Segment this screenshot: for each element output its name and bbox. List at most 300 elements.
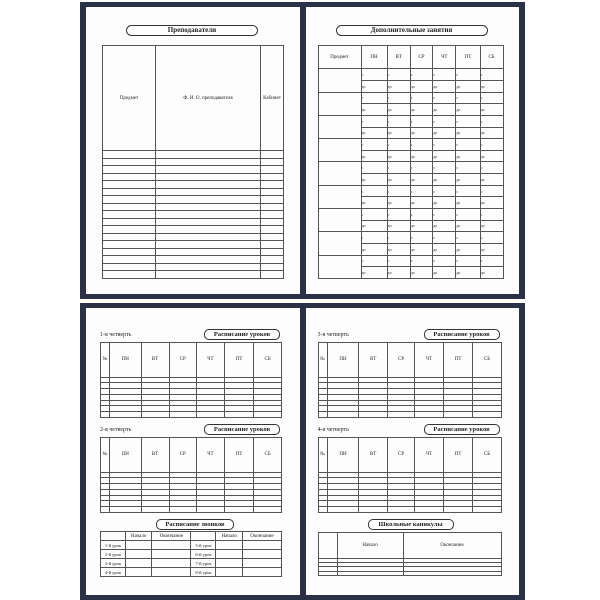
time-cell	[480, 139, 503, 151]
table-cell	[261, 271, 284, 279]
table-cell	[156, 158, 261, 166]
time-cell	[361, 127, 387, 139]
day-header: СБ	[254, 343, 282, 378]
table-cell	[156, 188, 261, 196]
header-row	[101, 438, 282, 473]
time-cell	[361, 267, 387, 279]
table-cell	[156, 181, 261, 189]
time-cell	[433, 197, 456, 209]
time-cell	[433, 267, 456, 279]
table-cell	[196, 507, 224, 513]
table-cell	[254, 507, 282, 513]
table-row	[318, 507, 501, 513]
day-header: СБ	[473, 343, 501, 378]
to-label: до	[361, 246, 366, 252]
bells-start-header-2: Начало	[216, 532, 242, 541]
time-cell	[361, 220, 387, 232]
table-cell	[156, 166, 261, 174]
to-label: до	[456, 107, 461, 113]
col-mon: ПН	[361, 46, 387, 69]
to-label: до	[410, 130, 415, 136]
from-label: с	[456, 188, 459, 194]
time-cell	[361, 69, 387, 81]
lesson-label: 4-й урок	[101, 568, 126, 577]
to-label: до	[433, 200, 438, 206]
time-cell	[456, 115, 480, 127]
table-cell	[224, 507, 253, 513]
lesson-label: 7-й урок	[191, 559, 216, 568]
time-cell	[456, 267, 480, 279]
table-row	[318, 232, 503, 244]
table-cell	[103, 241, 156, 249]
from-label: с	[456, 72, 459, 78]
table-row	[103, 188, 284, 196]
to-label: до	[456, 83, 461, 89]
lesson-label: 1-й урок	[101, 541, 126, 550]
table-cell	[224, 412, 253, 418]
table-cell	[216, 541, 242, 550]
day-header: №	[101, 438, 110, 473]
time-cell	[433, 174, 456, 186]
to-label: до	[433, 246, 438, 252]
table-cell	[261, 256, 284, 264]
table-cell	[152, 550, 191, 559]
col-wed: СР	[410, 46, 433, 69]
table-cell	[261, 173, 284, 181]
table-cell	[126, 559, 152, 568]
from-label: с	[480, 165, 483, 171]
table-cell	[261, 196, 284, 204]
table-cell	[156, 211, 261, 219]
table-cell	[242, 559, 281, 568]
from-label: с	[387, 235, 390, 241]
to-label: до	[387, 130, 392, 136]
table-cell	[156, 248, 261, 256]
to-label: до	[410, 200, 415, 206]
from-label: с	[410, 165, 413, 171]
table-cell	[261, 211, 284, 219]
time-cell	[361, 80, 387, 92]
time-cell	[361, 208, 387, 220]
table-row	[103, 263, 284, 271]
time-cell	[361, 255, 387, 267]
from-label: с	[361, 165, 364, 171]
time-cell	[456, 104, 480, 116]
table-cell	[156, 173, 261, 181]
to-label: до	[480, 200, 485, 206]
to-label: до	[480, 223, 485, 229]
table-cell	[152, 568, 191, 577]
time-cell	[456, 150, 480, 162]
table-cell	[359, 412, 387, 418]
table-cell	[103, 166, 156, 174]
time-cell	[433, 185, 459, 197]
table-row	[101, 550, 282, 559]
from-label: с	[433, 141, 436, 147]
time-cell	[480, 243, 503, 255]
time-cell	[387, 232, 410, 244]
to-label: до	[433, 270, 438, 276]
day-header: ЧТ	[415, 343, 443, 378]
day-header: ЧТ	[196, 343, 224, 378]
table-cell	[261, 203, 284, 211]
to-label: до	[480, 153, 485, 159]
time-cell	[480, 162, 503, 174]
to-label: до	[361, 200, 366, 206]
time-cell	[456, 232, 480, 244]
time-cell	[480, 69, 503, 81]
table-row	[103, 233, 284, 241]
lesson-label: 5-й урок	[191, 541, 216, 550]
bells-end-header: Окончание	[152, 532, 191, 541]
table-cell	[103, 181, 156, 189]
to-label: до	[387, 176, 392, 182]
time-cell	[361, 92, 387, 104]
time-cell	[410, 267, 433, 279]
table-cell	[318, 571, 337, 575]
table-cell	[156, 218, 261, 226]
table-cell	[242, 550, 281, 559]
table-cell	[318, 507, 327, 513]
to-label: до	[410, 246, 415, 252]
time-cell	[480, 127, 503, 139]
table-cell	[387, 412, 415, 418]
table-cell	[156, 256, 261, 264]
day-header: ВТ	[141, 438, 169, 473]
bells-table	[100, 531, 282, 577]
table-cell	[169, 412, 196, 418]
from-label: с	[456, 141, 459, 147]
day-header: ЧТ	[196, 438, 224, 473]
col-subject: Предмет	[103, 46, 156, 151]
time-cell	[410, 174, 433, 186]
to-label: до	[361, 153, 366, 159]
day-header: СР	[169, 343, 196, 378]
lesson-label: 8-й урок	[191, 568, 216, 577]
table-cell	[473, 412, 501, 418]
time-cell	[387, 139, 410, 151]
from-label: с	[433, 95, 436, 101]
from-label: с	[480, 95, 483, 101]
subject-cell	[318, 255, 361, 278]
schedule-title-q2: Расписание уроков	[204, 424, 280, 435]
day-header: СБ	[473, 438, 501, 473]
lesson-label: 2-й урок	[101, 550, 126, 559]
to-label: до	[456, 153, 461, 159]
day-header: ПТ	[443, 438, 473, 473]
table-cell	[103, 173, 156, 181]
from-label: с	[361, 118, 364, 124]
table-cell	[359, 507, 387, 513]
time-cell	[456, 220, 480, 232]
table-cell	[103, 188, 156, 196]
time-cell	[456, 243, 480, 255]
time-cell	[387, 243, 410, 255]
table-cell	[254, 412, 282, 418]
time-cell	[410, 208, 436, 220]
from-label: с	[361, 258, 364, 264]
table-cell	[261, 151, 284, 159]
table-cell	[126, 550, 152, 559]
time-cell	[410, 255, 436, 267]
day-header: ЧТ	[415, 438, 443, 473]
from-label: с	[387, 95, 390, 101]
holidays-end-header: Окончание	[403, 533, 501, 559]
table-row	[103, 271, 284, 279]
table-cell	[103, 196, 156, 204]
time-cell	[387, 69, 410, 81]
table-row	[318, 571, 501, 575]
to-label: до	[480, 176, 485, 182]
time-cell	[387, 197, 410, 209]
time-cell	[387, 80, 410, 92]
lesson-label: 3-й урок	[101, 559, 126, 568]
table-cell	[261, 241, 284, 249]
to-label: до	[410, 83, 415, 89]
bells-title: Расписание звонков	[156, 519, 234, 530]
table-cell	[152, 559, 191, 568]
from-label: с	[410, 188, 413, 194]
to-label: до	[456, 223, 461, 229]
teachers-page	[86, 7, 300, 294]
to-label: до	[433, 130, 438, 136]
table-cell	[387, 507, 415, 513]
from-label: с	[456, 95, 459, 101]
table-cell	[103, 203, 156, 211]
subject-cell	[318, 115, 361, 138]
to-label: до	[456, 246, 461, 252]
from-label: с	[361, 211, 364, 217]
to-label: до	[410, 223, 415, 229]
time-cell	[433, 115, 459, 127]
to-label: до	[456, 270, 461, 276]
time-cell	[480, 208, 503, 220]
table-cell	[403, 571, 501, 575]
to-label: до	[387, 223, 392, 229]
time-cell	[410, 243, 433, 255]
day-header: СБ	[254, 438, 282, 473]
from-label: с	[387, 258, 390, 264]
from-label: с	[480, 188, 483, 194]
time-cell	[480, 220, 503, 232]
col-subject: Предмет	[318, 46, 361, 69]
table-row	[101, 559, 282, 568]
time-cell	[433, 150, 456, 162]
to-label: до	[387, 83, 392, 89]
header-row	[101, 343, 282, 378]
table-row	[103, 241, 284, 249]
time-cell	[433, 208, 459, 220]
day-header: ПТ	[224, 343, 253, 378]
time-cell	[387, 127, 410, 139]
from-label: с	[480, 211, 483, 217]
from-label: с	[433, 72, 436, 78]
table-cell	[261, 188, 284, 196]
header-row	[318, 438, 501, 473]
time-cell	[361, 185, 387, 197]
time-cell	[410, 127, 433, 139]
time-cell	[410, 185, 436, 197]
day-header: ВТ	[359, 438, 387, 473]
day-header: №	[318, 438, 327, 473]
table-cell	[261, 248, 284, 256]
to-label: до	[387, 153, 392, 159]
table-cell	[126, 541, 152, 550]
time-cell	[361, 150, 387, 162]
table-row	[103, 158, 284, 166]
from-label: с	[410, 141, 413, 147]
time-cell	[456, 80, 480, 92]
day-header: СР	[387, 343, 415, 378]
table-cell	[318, 412, 327, 418]
bells-start-header: Начало	[126, 532, 152, 541]
from-label: с	[433, 118, 436, 124]
subject-cell	[318, 162, 361, 185]
subject-cell	[318, 139, 361, 162]
time-cell	[480, 150, 503, 162]
from-label: с	[433, 211, 436, 217]
quarter-3-label: 3-я четверть	[317, 332, 349, 338]
time-cell	[433, 162, 459, 174]
time-cell	[361, 139, 387, 151]
time-cell	[480, 185, 503, 197]
table-cell	[156, 226, 261, 234]
table-cell	[126, 568, 152, 577]
from-label: с	[410, 235, 413, 241]
time-cell	[433, 92, 459, 104]
table-cell	[156, 203, 261, 211]
time-cell	[410, 80, 433, 92]
table-row	[103, 196, 284, 204]
table-row	[103, 181, 284, 189]
from-label: с	[410, 95, 413, 101]
table-row	[103, 151, 284, 159]
day-header: ПН	[110, 343, 142, 378]
time-cell	[456, 208, 480, 220]
table-cell	[242, 541, 281, 550]
from-label: с	[387, 118, 390, 124]
to-label: до	[433, 153, 438, 159]
time-cell	[361, 162, 387, 174]
time-cell	[433, 243, 456, 255]
time-cell	[433, 139, 459, 151]
table-row	[318, 412, 501, 418]
time-cell	[433, 220, 456, 232]
table-cell	[261, 181, 284, 189]
table-cell	[473, 507, 501, 513]
table-row	[103, 218, 284, 226]
from-label: с	[456, 235, 459, 241]
day-header: ВТ	[141, 343, 169, 378]
table-cell	[216, 559, 242, 568]
quarter-1-label: 1-я четверть	[100, 332, 132, 338]
time-cell	[480, 104, 503, 116]
time-cell	[433, 255, 459, 267]
time-cell	[456, 174, 480, 186]
table-row	[101, 541, 282, 550]
time-cell	[480, 174, 503, 186]
schedule-table-q2	[100, 437, 282, 513]
to-label: до	[410, 176, 415, 182]
table-row	[101, 412, 282, 418]
subject-cell	[318, 69, 361, 92]
col-thu: ЧТ	[433, 46, 456, 69]
table-cell	[337, 571, 403, 575]
table-row	[318, 139, 503, 151]
table-row	[318, 208, 503, 220]
time-cell	[480, 197, 503, 209]
time-cell	[456, 69, 480, 81]
time-cell	[456, 255, 480, 267]
extra-classes-title: Дополнительные занятия	[336, 25, 488, 36]
time-cell	[433, 104, 456, 116]
time-cell	[410, 232, 436, 244]
from-label: с	[361, 235, 364, 241]
to-label: до	[433, 107, 438, 113]
from-label: с	[387, 72, 390, 78]
from-label: с	[433, 188, 436, 194]
from-label: с	[480, 258, 483, 264]
col-room: Кабинет	[261, 46, 284, 151]
table-cell	[152, 541, 191, 550]
table-cell	[261, 166, 284, 174]
time-cell	[387, 185, 410, 197]
from-label: с	[361, 72, 364, 78]
to-label: до	[410, 270, 415, 276]
from-label: с	[433, 258, 436, 264]
table-cell	[156, 241, 261, 249]
col-teacher-name: Ф. И. О. преподавателя	[156, 46, 261, 151]
time-cell	[410, 220, 433, 232]
time-cell	[361, 232, 387, 244]
day-header: ПН	[327, 343, 359, 378]
time-cell	[361, 104, 387, 116]
time-cell	[387, 174, 410, 186]
to-label: до	[480, 270, 485, 276]
col-fri: ПТ	[456, 46, 480, 69]
quarter-2-label: 2-я четверть	[100, 427, 132, 433]
to-label: до	[361, 130, 366, 136]
table-cell	[216, 550, 242, 559]
time-cell	[456, 197, 480, 209]
table-row	[318, 162, 503, 174]
to-label: до	[361, 176, 366, 182]
time-cell	[433, 69, 459, 81]
time-cell	[387, 92, 410, 104]
time-cell	[361, 115, 387, 127]
from-label: с	[361, 95, 364, 101]
table-row	[103, 211, 284, 219]
to-label: до	[480, 246, 485, 252]
table-cell	[156, 233, 261, 241]
top-spread	[80, 2, 525, 299]
to-label: до	[433, 83, 438, 89]
time-cell	[387, 267, 410, 279]
bottom-spread	[80, 303, 525, 600]
time-cell	[456, 92, 480, 104]
time-cell	[410, 162, 436, 174]
time-cell	[480, 80, 503, 92]
day-header: №	[101, 343, 110, 378]
time-cell	[361, 174, 387, 186]
from-label: с	[480, 118, 483, 124]
table-cell	[141, 412, 169, 418]
to-label: до	[361, 107, 366, 113]
time-cell	[387, 150, 410, 162]
to-label: до	[433, 223, 438, 229]
table-cell	[261, 263, 284, 271]
lesson-label: 6-й урок	[191, 550, 216, 559]
